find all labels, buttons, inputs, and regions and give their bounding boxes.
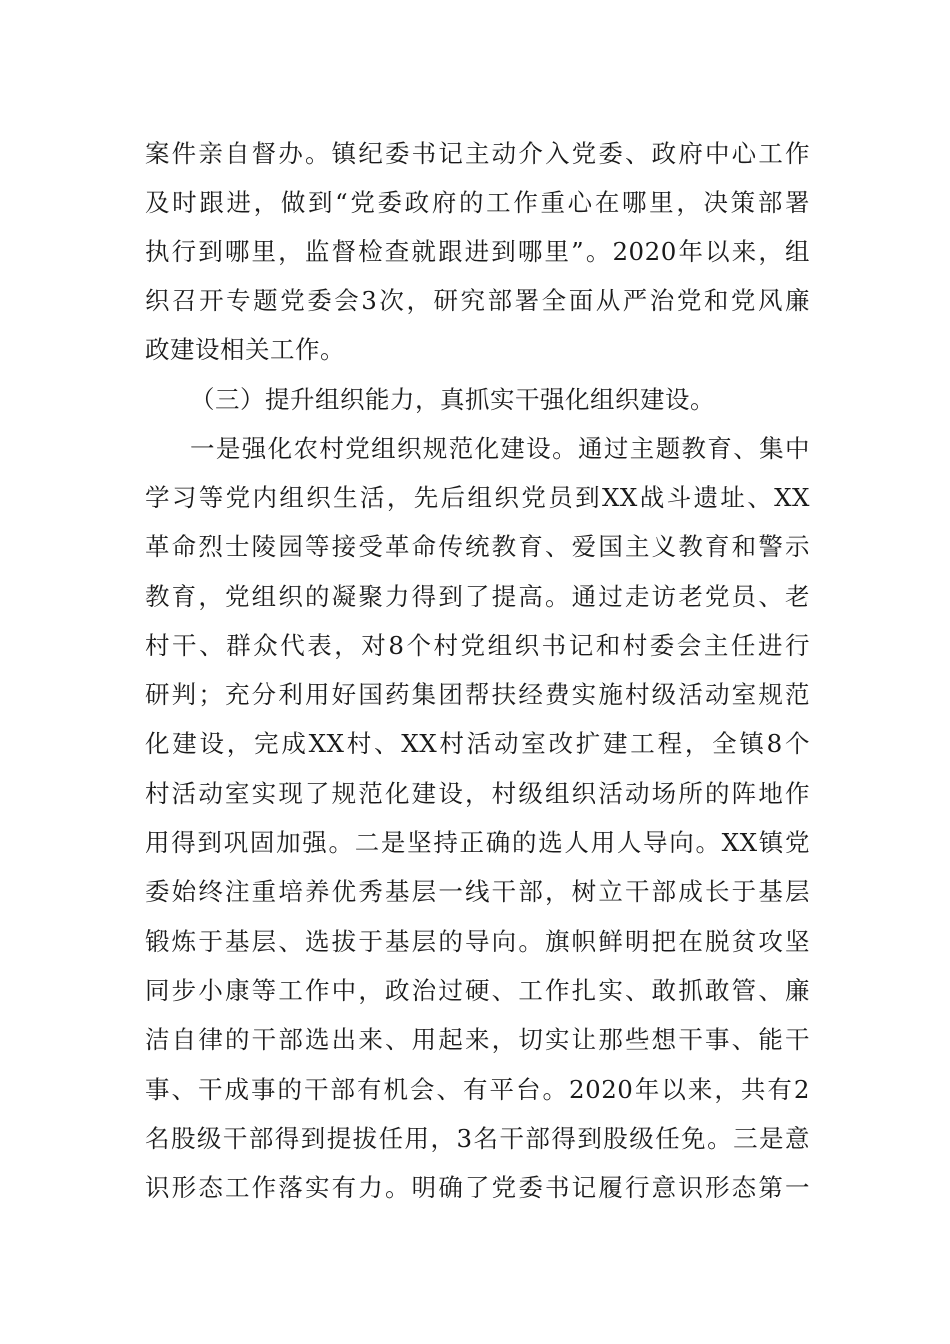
text-line: 事、干成事的干部有机会、有平台。2020年以来，共有2 — [145, 1075, 810, 1104]
text-line: 教育，党组织的凝聚力得到了提高。通过走访老党员、老 — [145, 582, 810, 611]
text-line: 锻炼于基层、选拔于基层的导向。旗帜鲜明把在脱贫攻坚 — [145, 927, 810, 956]
text-line: 织召开专题党委会3次，研究部署全面从严治党和党风廉 — [145, 286, 810, 315]
text-line: 同步小康等工作中，政治过硬、工作扎实、敢抓敢管、廉 — [145, 976, 810, 1005]
text-line: 案件亲自督办。镇纪委书记主动介入党委、政府中心工作 — [145, 139, 810, 168]
text-line: 政建设相关工作。 — [145, 335, 345, 364]
text-line: 革命烈士陵园等接受革命传统教育、爱国主义教育和警示 — [145, 532, 810, 561]
text-line: 村干、群众代表，对8个村党组织书记和村委会主任进行 — [145, 631, 810, 660]
text-line: 洁自律的干部选出来、用起来，切实让那些想干事、能干 — [145, 1025, 810, 1054]
text-line: 识形态工作落实有力。明确了党委书记履行意识形态第一 — [145, 1173, 810, 1202]
text-line: 一是强化农村党组织规范化建设。通过主题教育、集中 — [190, 434, 810, 463]
text-line: 研判；充分利用好国药集团帮扶经费实施村级活动室规范 — [145, 680, 810, 709]
text-line: 执行到哪里，监督检查就跟进到哪里”。2020年以来，组 — [145, 237, 810, 266]
text-line: 名股级干部得到提拔任用，3名干部得到股级任免。三是意 — [145, 1124, 810, 1153]
text-line: 用得到巩固加强。二是坚持正确的选人用人导向。XX镇党 — [145, 828, 810, 857]
text-line: 化建设，完成XX村、XX村活动室改扩建工程，全镇8个 — [145, 729, 810, 758]
text-line: 及时跟进，做到“党委政府的工作重心在哪里，决策部署 — [145, 188, 810, 217]
text-line: 村活动室实现了规范化建设，村级组织活动场所的阵地作 — [145, 779, 810, 808]
text-line: 学习等党内组织生活，先后组织党员到XX战斗遗址、XX — [145, 483, 810, 512]
section-heading: （三）提升组织能力，真抓实干强化组织建设。 — [190, 385, 715, 414]
text-line: 委始终注重培养优秀基层一线干部，树立干部成长于基层 — [145, 877, 810, 906]
